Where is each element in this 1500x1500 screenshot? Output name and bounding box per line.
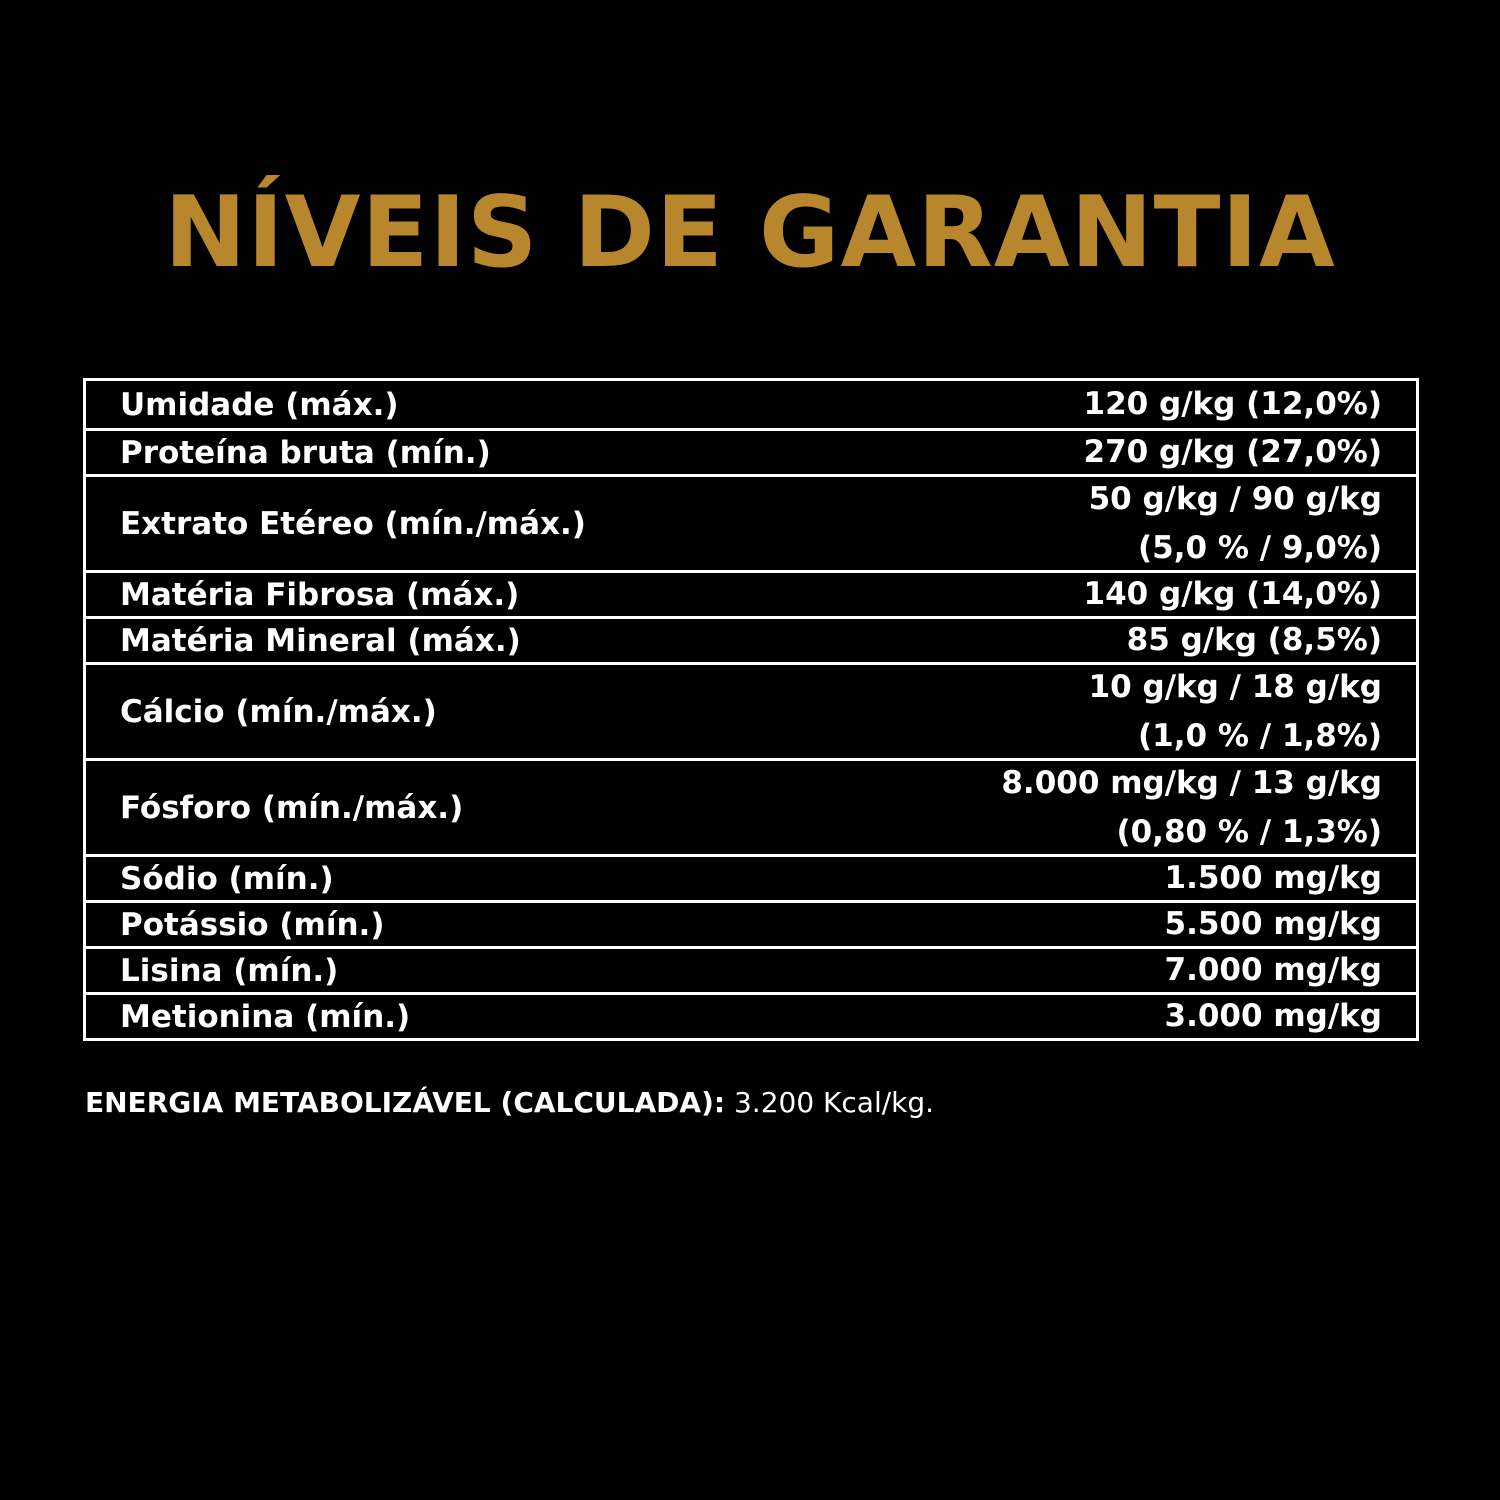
row-label: Fósforo (mín./máx.)	[120, 789, 464, 826]
table-row	[86, 662, 1416, 758]
row-value-line: 50 g/kg / 90 g/kg	[1088, 480, 1382, 517]
row-value-line: 8.000 mg/kg / 13 g/kg	[1001, 764, 1382, 801]
row-label: Cálcio (mín./máx.)	[120, 693, 437, 730]
row-value	[1165, 900, 1382, 949]
row-value	[1165, 854, 1382, 903]
row-value-line: 120 g/kg (12,0%)	[1083, 386, 1382, 422]
row-label: Matéria Mineral (máx.)	[120, 622, 521, 659]
table-row	[86, 854, 1416, 900]
table-row	[86, 616, 1416, 662]
row-value	[1001, 759, 1382, 857]
row-value-line: (1,0 % / 1,8%)	[1138, 717, 1382, 754]
row-value	[1127, 616, 1382, 665]
row-value	[1089, 663, 1382, 761]
page-title: NÍVEIS DE GARANTIA	[164, 176, 1336, 290]
row-value-line: (5,0 % / 9,0%)	[1138, 529, 1382, 566]
row-value-line: (0,80 % / 1,3%)	[1116, 813, 1382, 850]
row-label: Matéria Fibrosa (máx.)	[120, 576, 520, 613]
row-value	[1084, 570, 1383, 619]
table-row	[86, 900, 1416, 946]
table-row	[86, 474, 1416, 570]
row-value	[1084, 428, 1383, 477]
row-value-line: 85 g/kg (8,5%)	[1126, 622, 1382, 658]
row-value	[1165, 992, 1382, 1041]
row-value	[1165, 946, 1382, 995]
energy-value: 3.200 Kcal/kg.	[725, 1086, 935, 1119]
table-row	[86, 946, 1416, 992]
energy-note	[85, 1085, 934, 1121]
row-value-line: 7.000 mg/kg	[1164, 952, 1382, 988]
row-value-line: 3.000 mg/kg	[1164, 998, 1382, 1034]
row-value-line: 270 g/kg (27,0%)	[1083, 434, 1382, 470]
table-row	[86, 381, 1416, 428]
row-label: Lisina (mín.)	[120, 952, 339, 989]
row-label: Extrato Etéreo (mín./máx.)	[120, 505, 586, 542]
row-label: Sódio (mín.)	[120, 860, 334, 897]
table-row	[86, 758, 1416, 854]
row-value-line: 140 g/kg (14,0%)	[1083, 576, 1382, 612]
row-value	[1089, 475, 1382, 573]
table-row	[86, 570, 1416, 616]
row-label: Umidade (máx.)	[120, 386, 399, 423]
guarantee-table	[83, 378, 1419, 1041]
energy-label: ENERGIA METABOLIZÁVEL (CALCULADA):	[85, 1086, 726, 1119]
row-label: Potássio (mín.)	[120, 906, 385, 943]
table-row	[86, 992, 1416, 1038]
row-label: Metionina (mín.)	[120, 998, 411, 1035]
row-value	[1084, 380, 1383, 429]
table-row	[86, 428, 1416, 474]
row-value-line: 1.500 mg/kg	[1164, 860, 1382, 896]
row-label: Proteína bruta (mín.)	[120, 434, 491, 471]
row-value-line: 5.500 mg/kg	[1164, 906, 1382, 942]
row-value-line: 10 g/kg / 18 g/kg	[1088, 668, 1382, 705]
